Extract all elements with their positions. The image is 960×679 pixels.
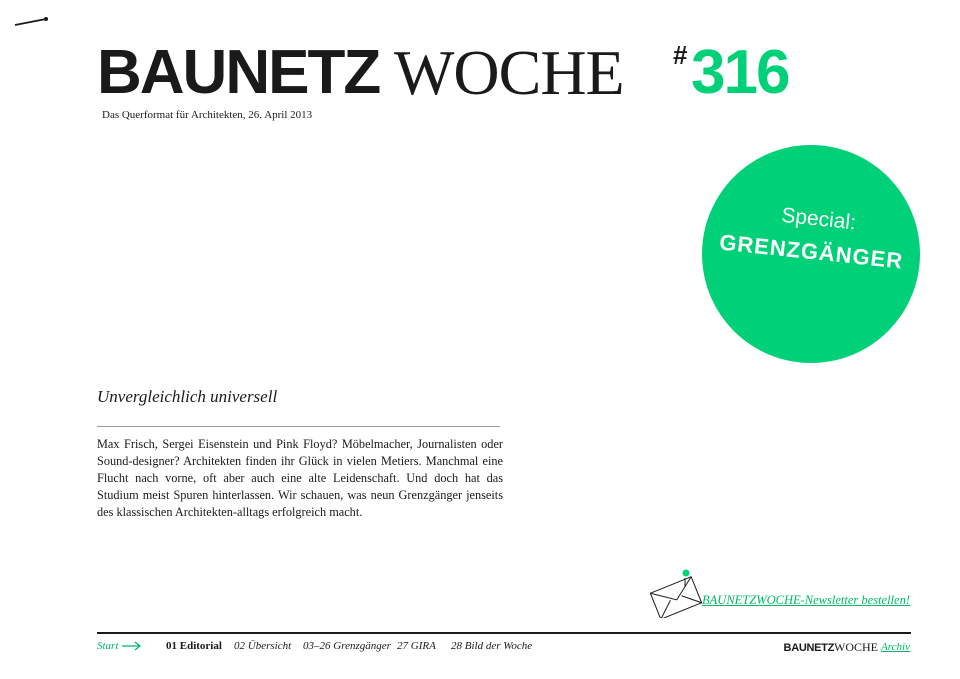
footer-brand-bold: BAUNETZ bbox=[783, 642, 834, 654]
badge-kicker: Special: bbox=[780, 203, 858, 235]
nav-editorial[interactable]: 01 Editorial bbox=[166, 640, 222, 652]
editorial-divider bbox=[97, 426, 500, 427]
masthead-hash: # bbox=[673, 40, 688, 70]
masthead-subtitle: Das Querformat für Architekten, 26. April 2013 bbox=[102, 109, 313, 121]
envelope-icon[interactable] bbox=[648, 568, 704, 618]
footer-brand-serif: WOCHE bbox=[834, 640, 878, 654]
nav-start[interactable]: Start bbox=[97, 640, 119, 652]
footer-brand-logo[interactable] bbox=[784, 639, 878, 656]
editorial-heading: Unvergleichlich universell bbox=[97, 387, 278, 406]
archive-link[interactable]: Archiv bbox=[881, 641, 910, 653]
nav-grenzgaenger[interactable]: 03–26 Grenzgänger bbox=[303, 640, 391, 652]
nav-gira[interactable]: 27 GIRA bbox=[397, 640, 436, 652]
masthead-brand-bold: BAUNETZ bbox=[97, 38, 380, 107]
arrow-right-icon[interactable] bbox=[122, 641, 142, 651]
badge-title: GRENZGÄNGER bbox=[718, 229, 905, 274]
nav-overview[interactable]: 02 Übersicht bbox=[234, 640, 292, 652]
issue-number: 316 bbox=[691, 38, 789, 107]
editorial-body: Max Frisch, Sergei Eisenstein und Pink Floyd? Möbelmacher, Journalisten oder Sound-designer? Architekten finden ihr Glück in vielen Metiers. Manchmal eine Flucht nach vorne, oft aber auch eine alte Leidenschaft. Und doch hat das Studium meist Spuren hinterlassen. Wir schauen, was neun Grenzgänger jenseits des klassischen Architekten-alltags erfolgreich macht. bbox=[97, 437, 503, 519]
masthead-brand-serif: WOCHE bbox=[394, 37, 624, 108]
corner-mark-icon bbox=[14, 16, 50, 28]
special-badge[interactable] bbox=[702, 145, 920, 363]
nav-bild-der-woche[interactable]: 28 Bild der Woche bbox=[451, 640, 533, 652]
newsletter-link[interactable]: BAUNETZWOCHE-Newsletter bestellen! bbox=[702, 593, 910, 607]
footer-divider bbox=[97, 632, 911, 634]
